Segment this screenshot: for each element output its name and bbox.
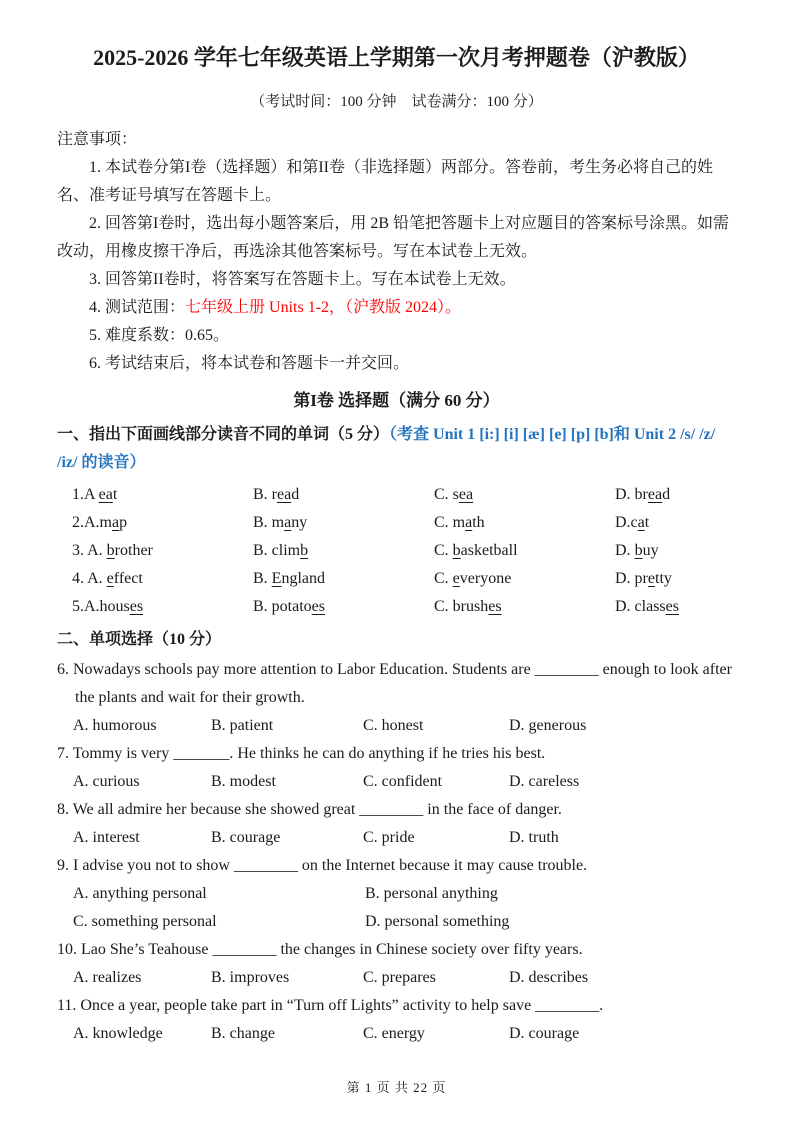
question-options [57, 712, 736, 740]
question [57, 656, 736, 740]
notice-item: 5. 难度系数：0.65。 [89, 327, 230, 344]
option: A. curious [73, 773, 140, 790]
exam-time-score: （考试时间：100 分钟 试卷满分：100 分） [250, 94, 543, 110]
option: D. personal something [365, 913, 510, 930]
phonetics-option: 4. A. effect [72, 570, 143, 587]
option: C. energy [363, 1025, 425, 1042]
phonetics-option: B. read [253, 486, 300, 503]
phonetics-option: B. England [253, 570, 325, 587]
option: C. prepares [363, 969, 436, 986]
phonetics-option: 2.A.map [72, 514, 128, 531]
section2-title: 二、单项选择（10 分） [57, 631, 222, 648]
question-options [57, 880, 736, 936]
notice-item: 1. 本试卷分第I卷（选择题）和第II卷（非选择题）两部分。答卷前，考生务必将自己的姓名、准考证号填写在答题卡上。 [57, 159, 713, 204]
option: A. interest [73, 829, 140, 846]
phonetics-row [57, 509, 736, 537]
notice-item: 4. 测试范围：七年级上册 Units 1-2，（沪教版 2024）。 [89, 299, 462, 316]
notice-item: 6. 考试结束后，将本试卷和答题卡一并交回。 [89, 355, 410, 372]
question-stem: 6. Nowadays schools pay more attention to Labor Education. Students are ________ enough to look after the plants and wait for their growth. [57, 661, 732, 706]
phonetics-option: 1.A eat [72, 486, 118, 503]
section1-title-text: 一、指出下面画线部分读音不同的单词（5 分） [57, 426, 390, 443]
phonetics-option: C. brushes [434, 598, 502, 615]
phonetics-row [57, 565, 736, 593]
option: B. courage [211, 829, 281, 846]
phonetics-option: 3. A. brother [72, 542, 153, 559]
phonetics-row [57, 593, 736, 621]
phonetics-option: C. sea [434, 486, 474, 503]
part1-heading: 第I卷 选择题（满分 60 分） [293, 391, 500, 410]
question-stem: 11. Once a year, people take part in “Turn off Lights” activity to help save ________. [57, 997, 604, 1014]
question [57, 796, 736, 852]
notices-list [57, 154, 736, 378]
option: A. knowledge [73, 1025, 163, 1042]
question-options [57, 964, 736, 992]
question [57, 936, 736, 992]
option: B. change [211, 1025, 275, 1042]
phonetics-option: B. many [253, 514, 308, 531]
question-stem: 9. I advise you not to show ________ on the Internet because it may cause trouble. [57, 857, 588, 874]
phonetics-option: 5.A.houses [72, 598, 144, 615]
phonetics-option: B. climb [253, 542, 309, 559]
option: C. confident [363, 773, 443, 790]
phonetics-option: D.cat [615, 514, 650, 531]
question-options [57, 768, 736, 796]
phonetics-table [57, 481, 736, 621]
option: B. improves [211, 969, 290, 986]
questions-list [57, 656, 736, 1048]
question-options [57, 824, 736, 852]
phonetics-option: D. pretty [615, 570, 672, 587]
question [57, 992, 736, 1048]
phonetics-option: C. everyone [434, 570, 512, 587]
phonetics-option: D. buy [615, 542, 659, 559]
phonetics-option: C. math [434, 514, 485, 531]
phonetics-option: B. potatoes [253, 598, 325, 615]
option: D. courage [509, 1025, 580, 1042]
section1-title [57, 421, 736, 477]
question-stem: 8. We all admire her because she showed great ________ in the face of danger. [57, 801, 562, 818]
option: D. describes [509, 969, 589, 986]
option: D. truth [509, 829, 559, 846]
option: C. honest [363, 717, 424, 734]
question-options [57, 1020, 736, 1048]
option: C. pride [363, 829, 415, 846]
option: D. generous [509, 717, 587, 734]
phonetics-row [57, 481, 736, 509]
phonetics-option: D. classes [615, 598, 679, 615]
option: A. humorous [73, 717, 157, 734]
phonetics-option: C. basketball [434, 542, 518, 559]
phonetics-option: D. bread [615, 486, 671, 503]
notice-highlight-text: 七年级上册 Units 1-2，（沪教版 2024）。 [185, 299, 462, 316]
page-title: 2025-2026 学年七年级英语上学期第一次月考押题卷（沪教版） [93, 45, 700, 70]
phonetics-row [57, 537, 736, 565]
option: B. patient [211, 717, 274, 734]
notices-section [57, 126, 736, 378]
option: A. anything personal [73, 885, 207, 902]
question-stem: 7. Tommy is very _______. He thinks he can do anything if he tries his best. [57, 745, 546, 762]
option: B. personal anything [365, 885, 498, 902]
question [57, 740, 736, 796]
option: A. realizes [73, 969, 142, 986]
question-stem: 10. Lao She’s Teahouse ________ the changes in Chinese society over fifty years. [57, 941, 583, 958]
option: C. something personal [73, 913, 217, 930]
question [57, 852, 736, 936]
page-footer: 第 1 页 共 22 页 [346, 1080, 447, 1095]
option: B. modest [211, 773, 276, 790]
notice-item: 3. 回答第II卷时，将答案写在答题卡上。写在本试卷上无效。 [89, 271, 516, 288]
option: D. careless [509, 773, 580, 790]
notice-item: 2. 回答第I卷时，选出每小题答案后，用 2B 铅笔把答题卡上对应题目的答案标号涂黑。如需改动，用橡皮擦干净后，再选涂其他答案标号。写在本试卷上无效。 [57, 215, 730, 260]
notices-heading: 注意事项： [57, 131, 138, 148]
section1-exam-scope-note: （考查 Unit 1 [i:] [i] [æ] [e] [p] [b]和 Unit 2 /s/ /z/ /iz/ 的读音） [57, 426, 716, 471]
